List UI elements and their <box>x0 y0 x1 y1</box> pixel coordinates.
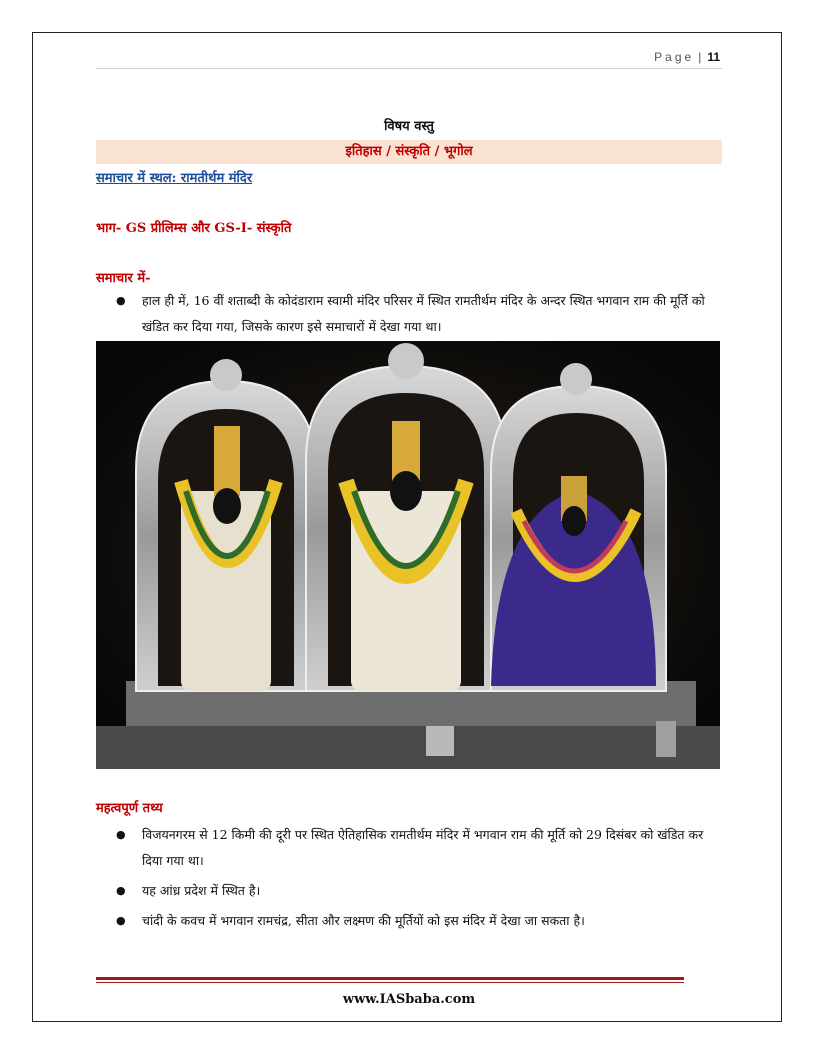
list-item <box>112 288 722 340</box>
list-item-text: हाल ही में, 16 वीं शताब्दी के कोदंडाराम स्वामी मंदिर परिसर में स्थित रामतीर्थम मंदिर के अन्दर स्थित भगवान राम की मूर्ति को खंडित कर दिया गया, जिसके कारण इसे समाचारों में देखा गया था। <box>142 293 705 334</box>
list-item-text: चांदी के कवच में भगवान रामचंद्र, सीता और लक्ष्मण की मूर्तियों को इस मंदिर में देखा जा सकता है। <box>142 913 585 928</box>
list-item <box>112 822 722 874</box>
page-title: विषय वस्तु <box>384 119 434 134</box>
facts-list <box>112 822 722 938</box>
bullet-icon: ● <box>116 294 126 307</box>
page-header <box>654 50 720 64</box>
list-item-text: यह आंध्र प्रदेश में स्थित है। <box>142 883 261 898</box>
page-label: Page <box>654 50 695 64</box>
page-separator: | <box>698 50 702 64</box>
category-band: इतिहास / संस्कृति / भूगोल <box>96 140 722 164</box>
in-news-list <box>112 288 722 344</box>
temple-idols-photo <box>96 341 720 769</box>
list-item <box>112 878 722 904</box>
syllabus-part: भाग- GS प्रीलिम्स और GS-I- संस्कृति <box>96 221 292 236</box>
list-item-text: विजयनगरम से 12 किमी की दूरी पर स्थित ऐतिहासिक रामतीर्थम मंदिर में भगवान राम की मूर्ति को 29 दिसंबर को खंडित कर दिया गया था। <box>142 827 704 868</box>
photo-illustration <box>96 341 720 769</box>
footer-rule-thin <box>96 982 684 983</box>
bullet-icon: ● <box>116 828 126 841</box>
in-news-heading: समाचार में- <box>96 271 151 286</box>
bullet-icon: ● <box>116 914 126 927</box>
header-divider <box>96 68 722 69</box>
footer-website-link[interactable]: www.IASbaba.com <box>342 992 476 1007</box>
footer-rule-thick <box>96 977 684 980</box>
page-number: 11 <box>707 50 720 64</box>
list-item <box>112 908 722 934</box>
news-topic-link[interactable]: समाचार में स्थल: रामतीर्थम मंदिर <box>96 171 253 186</box>
bullet-icon: ● <box>116 884 126 897</box>
facts-heading: महत्वपूर्ण तथ्य <box>96 801 163 816</box>
